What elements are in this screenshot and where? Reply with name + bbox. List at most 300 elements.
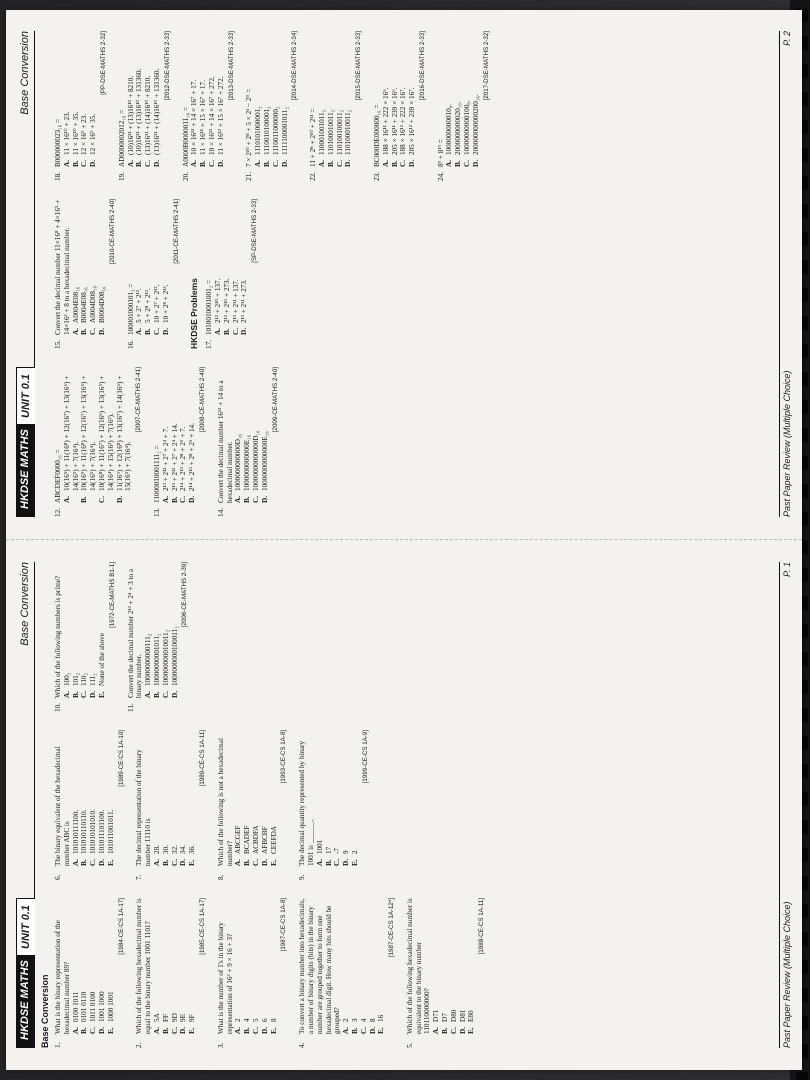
question-source: [PP-DSE-MATHS 2-32] [99, 31, 107, 95]
option-text: 100₂ [62, 672, 71, 686]
option-letter: B. [80, 1027, 89, 1034]
answer-option [188, 898, 197, 1048]
question-number: 19. [117, 172, 126, 181]
option-letter: C. [89, 328, 98, 335]
option-text: 1110011000000₂ [271, 106, 280, 155]
option-letter: B. [80, 859, 89, 866]
option-letter: A. [381, 160, 390, 167]
answer-option [89, 199, 98, 349]
question-number: 24. [436, 172, 445, 181]
question-source: [2007-CE-MATHS 2-41] [135, 367, 143, 433]
subheading: HKDSE Problems [189, 278, 200, 349]
answer-option [72, 562, 81, 712]
answer-option [254, 31, 263, 181]
option-letter: B. [170, 496, 179, 503]
option-text: A0004D08₁₆ [89, 286, 98, 323]
option-letter: B. [161, 859, 170, 866]
answer-option [72, 199, 81, 349]
option-letter: A. [234, 496, 243, 503]
question-text: 11000010001111₂ = [152, 445, 161, 503]
question-number: 1. [54, 1042, 62, 1048]
answer-option [270, 898, 279, 1048]
column-2 [54, 730, 380, 880]
answer-option [382, 31, 391, 181]
question-source: [2012-DSE-MATHS 2-33] [163, 31, 171, 101]
option-text: 2 [234, 1018, 243, 1022]
answer-option [261, 898, 270, 1048]
option-text: 2 [342, 1018, 351, 1022]
answer-option [252, 367, 261, 517]
option-text: 10000000000000D₁₆ [251, 430, 260, 491]
answer-option [89, 31, 98, 181]
option-text: 11 × 16¹⁰ + 23. [62, 111, 71, 155]
question-stem [298, 730, 316, 880]
answer-option [127, 31, 136, 181]
option-text: 10000000000100₈. [463, 100, 472, 155]
column-3 [54, 31, 500, 181]
option-letter: B. [80, 496, 89, 503]
answer-option [179, 898, 188, 1048]
option-text: 8 [368, 1018, 377, 1022]
option-letter: A. [152, 1027, 161, 1034]
question-text: B000000023₁₆ = [54, 119, 62, 167]
option-letter: A. [71, 859, 80, 866]
option-text: (10)16¹¹ + (13)16¹⁰ + 8210. [126, 75, 135, 155]
unit-label: UNIT 0.1 [16, 367, 35, 425]
answer-option [333, 730, 342, 880]
question [54, 199, 118, 349]
page-footer [779, 562, 794, 1048]
answer-option [325, 730, 334, 880]
option-letter: C. [231, 328, 240, 335]
option-letter: E. [467, 1027, 476, 1034]
option-text: D7 [441, 1013, 450, 1022]
question-text: Which of the following hexadecimal number is equal to the binary number 1001 1101? [135, 898, 153, 1034]
option-text: 1000000000010₈. [445, 103, 454, 155]
answer-option [318, 31, 327, 181]
question-stem [135, 898, 153, 1048]
question-source: [2016-DSE-MATHS 2-33] [418, 31, 426, 101]
question [127, 562, 191, 712]
option-text: ABCGEF [234, 825, 243, 854]
option-text: 34. [179, 845, 188, 854]
question [127, 199, 182, 349]
question [54, 730, 126, 880]
option-letter: D. [89, 160, 98, 167]
answer-option [369, 898, 378, 1048]
option-text: 4 [359, 1018, 368, 1022]
answer-option [199, 31, 208, 181]
question-number: 18. [54, 172, 62, 181]
answer-option [234, 367, 243, 517]
option-letter: E. [269, 859, 278, 866]
footer-title: Past Paper Review (Multiple Choice) [782, 370, 792, 517]
answer-option [89, 730, 98, 880]
question-stem [309, 31, 318, 181]
question-number: 14. [216, 508, 225, 517]
option-letter: D. [344, 160, 353, 167]
answer-option [261, 367, 270, 517]
option-text: 30. [161, 845, 170, 854]
binding-ring [796, 1072, 808, 1080]
answer-option [80, 730, 89, 880]
answer-option [240, 199, 249, 349]
option-text: 1001 1000 [97, 991, 106, 1022]
answer-option [342, 898, 351, 1048]
option-letter: B. [454, 160, 463, 167]
question [135, 898, 207, 1048]
answer-option [270, 730, 279, 880]
option-text: 11 × 16¹⁰ + 35. [71, 111, 80, 155]
question-number: 3. [216, 1042, 225, 1048]
question [54, 898, 126, 1048]
option-text: 10(16⁸) + 11(16⁷) + 12(16⁶) + 13(16⁵) + 14(16⁴) + 15(16³) + 7(16²). [97, 375, 115, 491]
option-text: D81 [458, 1009, 467, 1022]
question [54, 367, 144, 517]
option-letter: B. [161, 1027, 170, 1034]
booklet-spread [6, 10, 802, 1070]
answer-option [162, 367, 171, 517]
option-letter: B. [243, 496, 252, 503]
question-source: [1999-CE-CS 1A-9] [361, 730, 369, 784]
answer-option [72, 730, 81, 880]
answer-option [432, 898, 441, 1048]
option-text: 1110010100001₂ [262, 106, 271, 155]
question [373, 31, 428, 181]
option-letter: B. [222, 328, 231, 335]
question-source: [2009-CE-MATHS 2-40] [271, 367, 279, 433]
option-text: 100000000010011₂ [161, 629, 170, 686]
answer-option [107, 730, 116, 880]
question [205, 199, 260, 349]
option-text: ACBDFA [251, 825, 260, 854]
option-letter: A. [234, 1027, 243, 1034]
option-text: 10 × 16¹² + 14 × 16⁷ + 272. [207, 76, 216, 155]
option-letter: D. [161, 328, 170, 335]
option-text: 12 × 16⁹ + 35. [89, 113, 98, 155]
question-number: 11. [126, 703, 135, 712]
option-letter: D. [280, 160, 289, 167]
question-number: 20. [181, 172, 190, 181]
answer-option [63, 562, 72, 712]
option-letter: A. [254, 160, 263, 167]
option-text: 1111100001011₂ [280, 107, 289, 155]
option-letter: D. [188, 496, 197, 503]
option-text: 205 × 16¹¹ + 239 × 16⁶. [390, 87, 399, 155]
option-text: 28. [152, 845, 161, 854]
option-text: 5A [152, 1013, 161, 1022]
answer-option [190, 31, 199, 181]
option-letter: B. [80, 328, 89, 335]
question-text: 100001000101₂ = [126, 283, 135, 335]
option-text: 4 [243, 1018, 252, 1022]
option-letter: B. [71, 691, 80, 698]
option-text: (13)16¹¹ + (14)16¹⁰ + 131360. [152, 68, 161, 155]
question-stem [245, 31, 254, 181]
question [135, 730, 207, 880]
option-letter: D. [458, 1027, 467, 1034]
option-letter: D. [89, 691, 98, 698]
option-letter: E. [269, 1027, 278, 1034]
question-text: Convert the decimal number 2¹³ + 2⁴ + 3 to a binary number. [126, 568, 144, 698]
answer-option [188, 730, 197, 880]
option-text: 2 [350, 850, 359, 854]
option-letter: D. [170, 691, 179, 698]
option-letter: E. [350, 859, 359, 866]
answer-option [153, 898, 162, 1048]
answer-option [243, 367, 252, 517]
option-letter: B. [262, 160, 271, 167]
question-number: 21. [245, 172, 254, 181]
column-3 [54, 562, 199, 712]
option-text: 10000000000111₂ [144, 633, 153, 686]
option-text: 101010111100. [71, 809, 80, 854]
option-letter: C. [251, 1027, 260, 1034]
question [298, 730, 370, 880]
option-text: 9D [170, 1013, 179, 1022]
question [182, 31, 237, 181]
option-letter: D. [471, 160, 480, 167]
option-text: (10)16¹¹ + (13)16¹⁰ + 131360. [135, 68, 144, 155]
question-text: BC000DE000000₁₆ = [372, 104, 381, 167]
option-letter: D. [152, 160, 161, 167]
option-text: 11 × 16¹¹ + 15 × 16⁷ + 17. [199, 80, 208, 155]
option-letter: A. [71, 1027, 80, 1034]
answer-option [344, 31, 353, 181]
option-text: 8 [269, 1018, 278, 1022]
option-text: 1011 0100 [89, 991, 98, 1022]
question-text: What is the binary representation of the hexadecimal number 89? [54, 920, 71, 1034]
answer-option [272, 31, 281, 181]
option-letter: D. [97, 328, 106, 335]
question [437, 31, 492, 181]
option-letter: C. [161, 691, 170, 698]
answer-option [144, 31, 153, 181]
answer-option [162, 562, 171, 712]
option-letter: B. [144, 328, 153, 335]
page-footer [779, 31, 794, 517]
answer-option [351, 898, 360, 1048]
answer-option [162, 898, 171, 1048]
option-text: 200000000000200₁₆. [471, 94, 480, 155]
option-letter: C. [179, 496, 188, 503]
question-number: 17. [205, 340, 214, 349]
question-source: [2008-CE-MATHS 2-40] [198, 367, 206, 433]
page-1 [6, 540, 802, 1070]
answer-option [98, 562, 107, 712]
question [298, 898, 397, 1048]
question-text: Which of the following hexadecimal number is equivalent to the binary number 110110000000? [405, 898, 432, 1034]
question-number: 5. [405, 1042, 414, 1048]
question-stem [54, 898, 72, 1048]
option-text: 2¹³ + 2¹² + 2⁷ + 2⁴ + 7. [161, 427, 170, 491]
question-stem [127, 199, 136, 349]
question-number: 10. [54, 703, 62, 712]
option-text: 0101 0110 [80, 991, 89, 1022]
option-letter: C. [144, 160, 153, 167]
option-letter: A. [317, 160, 326, 167]
option-letter: D. [260, 1027, 269, 1034]
answer-option [234, 898, 243, 1048]
option-text: 17 [324, 846, 333, 854]
question-source: [2014-DSE-MATHS 2-34] [291, 31, 299, 101]
question-number: 13. [152, 508, 161, 517]
option-letter: E. [106, 1027, 115, 1034]
question-source: [1989-CE-CS 1A-10] [117, 730, 125, 787]
question [153, 367, 208, 517]
question-text: Convert the decimal number 16¹³ + 14 to a hexadecimal number. [216, 380, 234, 503]
option-text: D80 [449, 1009, 458, 1022]
answer-option [441, 898, 450, 1048]
option-text: 11 × 16¹² + 15 × 16⁷ + 272. [216, 76, 225, 155]
answer-option [98, 898, 107, 1048]
option-text: -7 [333, 848, 342, 854]
question-stem [54, 562, 63, 712]
option-letter: C. [449, 1027, 458, 1034]
answer-option [98, 367, 116, 517]
option-text: 2¹³ + 2¹¹ + 273. [240, 279, 249, 323]
option-text: 10 + 2⁸ + 2¹³. [161, 284, 170, 323]
question-text: ABCDEF0000₁₆ = [54, 449, 62, 503]
column-2 [54, 199, 269, 349]
option-text: 205 × 16¹² + 239 × 16⁷. [408, 87, 417, 155]
question-source: [1984-CE-CS 1A-17] [117, 898, 125, 955]
option-text: 2¹³ + 2¹¹ + 137. [231, 279, 240, 323]
option-text: 188 × 16¹¹ + 222 × 16⁶. [381, 87, 390, 155]
option-text: B0004E08₁₆ [80, 287, 89, 323]
option-text: 101₂ [71, 672, 80, 686]
question-number: 9. [298, 874, 307, 880]
answer-option [281, 31, 290, 181]
answer-option [223, 199, 232, 349]
option-text: 2¹⁴ + 2¹³ + 2⁸ + 2⁵ + 14. [188, 423, 197, 491]
option-letter: D. [97, 859, 106, 866]
option-letter: A. [432, 1027, 441, 1034]
option-letter: C. [271, 160, 280, 167]
question-text: The decimal representation of the binary number 11110 is [135, 749, 153, 866]
answer-option [171, 562, 180, 712]
answer-option [153, 562, 162, 712]
option-letter: C. [359, 1027, 368, 1034]
option-letter: C. [207, 160, 216, 167]
option-letter: C. [170, 1027, 179, 1034]
question-source: [2013-DSE-MATHS 2-33] [227, 31, 235, 101]
option-text: FF [161, 1014, 170, 1022]
question-number: 2. [135, 1042, 144, 1048]
question-stem [217, 730, 235, 880]
question-number: 15. [54, 340, 62, 349]
option-letter: D. [216, 160, 225, 167]
option-letter: A. [342, 1027, 351, 1034]
question-source: [1988-CE-CS 1A-11] [478, 898, 486, 955]
question [54, 31, 109, 181]
answer-option [391, 31, 400, 181]
option-letter: D. [260, 496, 269, 503]
option-text: 111₂ [89, 673, 98, 686]
option-text: 110100010011₂ [326, 109, 335, 155]
question-stem [54, 730, 72, 880]
answer-option [445, 31, 454, 181]
option-letter: D. [260, 859, 269, 866]
option-text: BCADEF [243, 825, 252, 854]
answer-option [467, 898, 476, 1048]
question-text: To convert a binary number into hexadecimals, a number of binary digits (bits) in the binary number are grouped together to form one hexadecimal digit. How many bits should be grouped? [298, 898, 342, 1034]
option-letter: B. [199, 160, 208, 167]
option-text: E80 [467, 1010, 476, 1022]
answer-option [214, 199, 223, 349]
question-source: [SP-DSE-MATHS 2-33] [251, 199, 259, 263]
answer-option [408, 31, 417, 181]
question-source: [1989-CE-CS 1A-11] [198, 730, 206, 787]
answer-option [377, 898, 386, 1048]
option-letter: A. [62, 496, 71, 503]
answer-option [463, 31, 472, 181]
question [54, 562, 118, 712]
option-letter: C. [80, 691, 89, 698]
option-text: 1000000000000E₁₆ [243, 434, 252, 491]
question-text: Convert the decimal number 11×16⁸ + 4×16⁵ + 14×16³ + 8 to a hexadecimal number. [54, 199, 71, 335]
answer-option [80, 199, 89, 349]
question-text: 7 × 2¹⁰ + 2⁸ + 5 × 2³ − 2⁰ = [245, 88, 254, 167]
option-letter: D. [97, 1027, 106, 1034]
option-letter: A. [135, 328, 144, 335]
option-letter: B. [243, 1027, 252, 1034]
question-stem [182, 31, 191, 181]
option-text: 2¹³ + 2¹² + 2⁷ + 2⁴ + 14. [170, 423, 179, 491]
option-text: 9F [188, 1014, 197, 1022]
answer-option [153, 199, 162, 349]
answer-option [98, 199, 107, 349]
answer-option [153, 730, 162, 880]
answer-option [63, 31, 72, 181]
answer-option [89, 562, 98, 712]
option-letter: D. [368, 1027, 377, 1034]
page-number: P. 1 [782, 562, 792, 577]
answer-option [179, 367, 188, 517]
option-text: 10(16⁹) + 11(16⁸) + 12(16⁷) + 13(16⁶) + 14(16⁵) + 7(16⁴). [62, 375, 80, 491]
option-text: 5 + 2⁷ + 2¹³. [135, 288, 144, 323]
option-text: 101011101100. [97, 809, 106, 854]
question-text: 1010010001001₂ = [205, 279, 214, 335]
question [217, 730, 289, 880]
option-letter: C. [399, 160, 408, 167]
answer-option [179, 730, 188, 880]
option-letter: D. [179, 859, 188, 866]
question-stem [406, 898, 432, 1048]
answer-option [135, 31, 144, 181]
answer-option [316, 730, 325, 880]
option-text: 1000000000000D₁₆ [234, 434, 243, 491]
answer-option [351, 730, 360, 880]
option-letter: A. [144, 691, 153, 698]
answer-option [80, 367, 98, 517]
answer-option [80, 562, 89, 712]
question-stem [217, 898, 235, 1048]
answer-option [243, 898, 252, 1048]
header-title: HKDSE MATHS [16, 421, 34, 517]
question-text: 11 + 2⁸ + 2¹⁰ + 2¹¹ = [309, 108, 318, 167]
answer-option [162, 730, 171, 880]
question-source: [1993-CE-CS 1A-8] [280, 730, 288, 784]
option-letter: A. [161, 496, 170, 503]
question-stem [118, 31, 127, 181]
answer-option [450, 898, 459, 1048]
option-letter: B. [152, 691, 161, 698]
answer-option [360, 898, 369, 1048]
question-stem [54, 31, 63, 181]
question [217, 898, 289, 1048]
question-source: [1972-CE-MATHS B1-1] [108, 562, 116, 628]
